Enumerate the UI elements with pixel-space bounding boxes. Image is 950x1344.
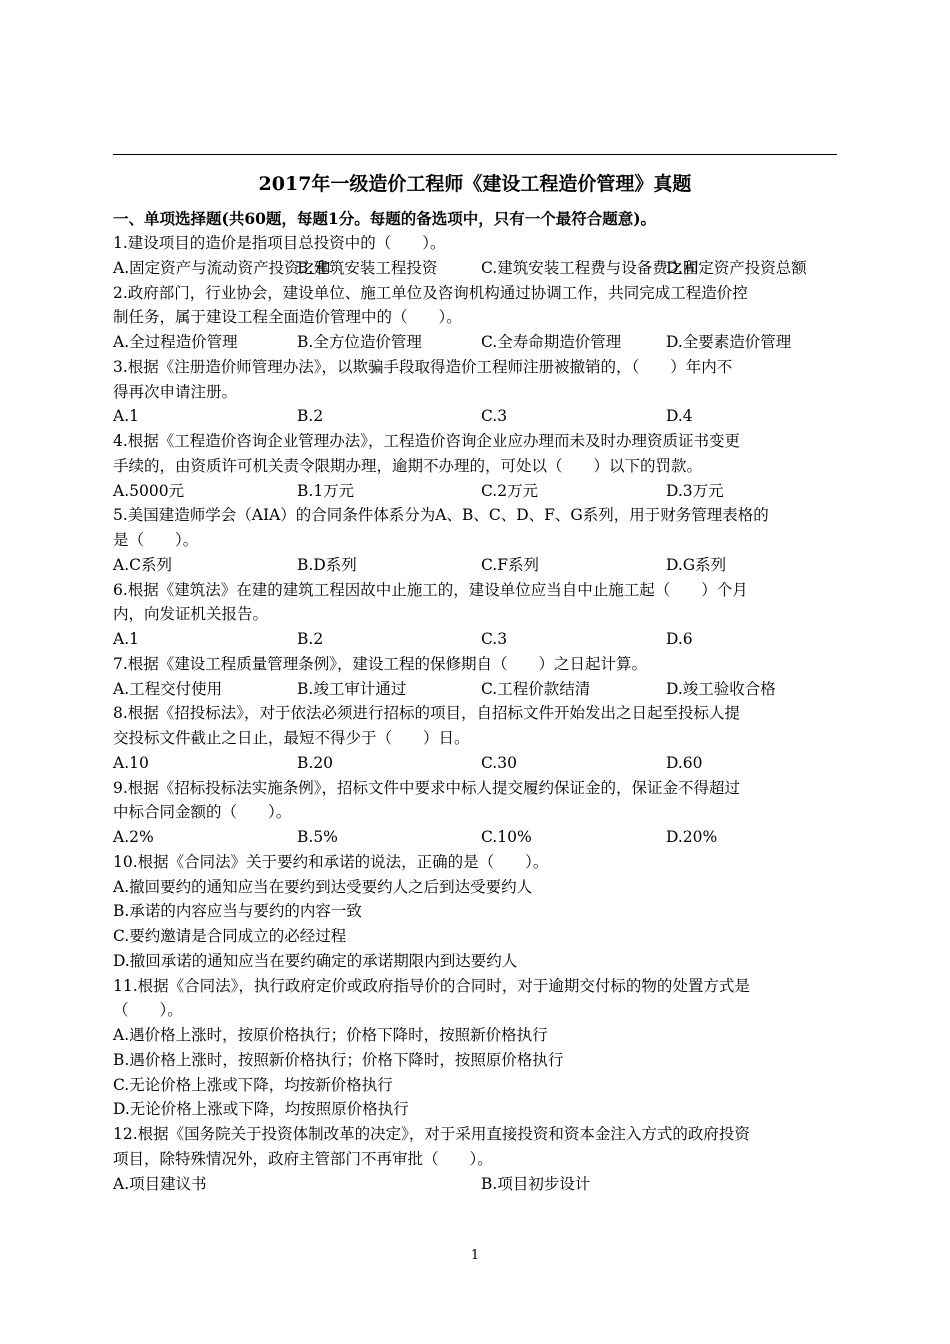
option-row xyxy=(113,256,843,281)
option-choice: B.5% xyxy=(297,828,338,846)
option-choice: C.10% xyxy=(481,828,532,846)
question-stem-line: 制任务，属于建设工程全面造价管理中的（ ）。 xyxy=(113,308,462,327)
question-stem-line: 手续的，由资质许可机关责令限期办理，逾期不办理的，可处以（ ）以下的罚款。 xyxy=(113,456,703,475)
option-row xyxy=(113,1172,843,1197)
option-choice: B.承诺的内容应当与要约的内容一致 xyxy=(113,902,362,921)
option-choice: C.全寿命期造价管理 xyxy=(481,333,622,351)
question-stem-line: 内，向发证机关报告。 xyxy=(113,605,269,624)
question-stem-line: 7.根据《建设工程质量管理条例》，建设工程的保修期自（ ）之日起计算。 xyxy=(113,654,648,673)
option-choice: A.全过程造价管理 xyxy=(113,333,238,351)
question-item xyxy=(113,503,843,577)
option-choice: C.无论价格上涨或下降，均按新价格执行 xyxy=(113,1075,393,1094)
option-choice: B.竣工审计通过 xyxy=(297,679,407,698)
question-item xyxy=(113,652,843,702)
question-item xyxy=(113,578,843,652)
option-choice: B.D系列 xyxy=(297,555,357,574)
option-choice: A.1 xyxy=(113,630,139,648)
option-choice: C.30 xyxy=(481,753,517,772)
question-stem-line: 中标合同金额的（ ）。 xyxy=(113,803,292,822)
section-heading: 一、单项选择题(共60题，每题1分。每题的备选项中，只有一个最符合题意)。 xyxy=(113,209,657,228)
option-row xyxy=(113,627,843,652)
question-item xyxy=(113,355,843,429)
question-item xyxy=(113,850,843,974)
question-stem-line: 项目，除特殊情况外，政府主管部门不再审批（ ）。 xyxy=(113,1149,493,1168)
option-choice: C.建筑安装工程费与设备费之和 xyxy=(481,258,699,277)
option-choice: A.C系列 xyxy=(113,555,172,574)
question-stem-line: 10.根据《合同法》关于要约和承诺的说法，正确的是（ ）。 xyxy=(113,852,549,871)
option-choice: B.2 xyxy=(297,630,324,648)
option-choice: B.1万元 xyxy=(297,481,355,500)
option-row xyxy=(113,479,843,504)
option-choice: A.2% xyxy=(113,828,154,846)
question-item xyxy=(113,701,843,775)
question-stem-line: 9.根据《招标投标法实施条例》，招标文件中要求中标人提交履约保证金的，保证金不得超过 xyxy=(113,778,741,797)
option-choice: C.工程价款结清 xyxy=(481,679,591,698)
question-item xyxy=(113,429,843,503)
question-list xyxy=(113,206,843,1196)
question-item xyxy=(113,281,843,355)
option-choice: D.G系列 xyxy=(666,555,727,574)
option-row xyxy=(113,553,843,578)
option-choice: D.全要素造价管理 xyxy=(666,333,792,351)
header-rule xyxy=(113,154,837,155)
question-stem-line: 12.根据《国务院关于投资体制改革的决定》，对于采用直接投资和资本金注入方式的政府投资 xyxy=(113,1125,750,1143)
option-choice: A.固定资产与流动资产投资之和 xyxy=(113,258,331,277)
question-stem-line: 1.建设项目的造价是指项目总投资中的（ ）。 xyxy=(113,234,446,252)
option-choice: A.1 xyxy=(113,407,139,426)
option-choice: D.固定资产投资总额 xyxy=(666,258,807,277)
option-choice: D.20% xyxy=(666,828,718,846)
question-item xyxy=(113,776,843,850)
page-number: 1 xyxy=(470,1248,480,1263)
option-choice: C.3 xyxy=(481,630,508,648)
option-row xyxy=(113,404,843,429)
question-stem-line: 6.根据《建筑法》在建的建筑工程因故中止施工的，建设单位应当自中止施工起（ ）个月 xyxy=(113,580,748,599)
option-choice: A.10 xyxy=(113,753,149,772)
option-choice: C.要约邀请是合同成立的必经过程 xyxy=(113,927,347,945)
option-choice: D.3万元 xyxy=(666,481,724,500)
option-choice: A.项目建议书 xyxy=(113,1174,207,1193)
option-choice: D.竣工验收合格 xyxy=(666,679,776,698)
question-item xyxy=(113,1122,843,1196)
option-choice: A.撤回要约的通知应当在要约到达受要约人之后到达受要约人 xyxy=(113,877,533,896)
option-row xyxy=(113,677,843,702)
question-stem-line: 4.根据《工程造价咨询企业管理办法》，工程造价咨询企业应办理而未及时办理资质证书变更 xyxy=(113,432,741,450)
option-choice: A.遇价格上涨时，按原价格执行；价格下降时，按照新价格执行 xyxy=(113,1026,548,1044)
option-choice: D.撤回承诺的通知应当在要约确定的承诺期限内到达要约人 xyxy=(113,951,518,970)
option-choice: B.20 xyxy=(297,753,334,772)
option-choice: B.遇价格上涨时，按照新价格执行；价格下降时，按照原价格执行 xyxy=(113,1050,564,1069)
question-stem-line: 8.根据《招投标法》，对于依法必须进行招标的项目，自招标文件开始发出之日起至投标人提 xyxy=(113,704,741,723)
option-choice: D.4 xyxy=(666,407,693,426)
question-stem-line: 5.美国建造师学会（AIA）的合同条件体系分为A、B、C、D、F、G系列，用于财务管理表格的 xyxy=(113,506,769,525)
option-choice: A.5000元 xyxy=(113,481,185,500)
option-choice: C.3 xyxy=(481,407,508,426)
option-choice: A.工程交付使用 xyxy=(113,679,223,698)
option-row xyxy=(113,330,843,355)
option-choice: D.60 xyxy=(666,753,703,772)
page-title: 2017年一级造价工程师《建设工程造价管理》真题 xyxy=(258,173,692,195)
question-stem-line: 是（ ）。 xyxy=(113,531,199,549)
option-choice: D.无论价格上涨或下降，均按照原价格执行 xyxy=(113,1100,409,1119)
option-row xyxy=(113,751,843,776)
question-stem-line: 得再次申请注册。 xyxy=(113,382,238,401)
option-choice: B.建筑安装工程投资 xyxy=(297,258,438,277)
question-stem-line: 交投标文件截止之日止，最短不得少于（ ）日。 xyxy=(113,729,470,747)
option-choice: D.6 xyxy=(666,630,693,648)
option-row xyxy=(113,825,843,850)
option-choice: B.全方位造价管理 xyxy=(297,333,422,351)
question-stem-line: 3.根据《注册造价师管理办法》，以欺骗手段取得造价工程师注册被撤销的，（ ）年内不 xyxy=(113,357,733,376)
question-item xyxy=(113,974,843,1123)
option-choice: C.F系列 xyxy=(481,555,539,574)
option-choice: B.项目初步设计 xyxy=(481,1174,591,1193)
question-item xyxy=(113,231,843,281)
question-stem-line: （ ）。 xyxy=(113,1001,183,1020)
option-choice: B.2 xyxy=(297,407,324,426)
option-choice: C.2万元 xyxy=(481,481,539,500)
question-stem-line: 2.政府部门，行业协会，建设单位、施工单位及咨询机构通过协调工作，共同完成工程造价控 xyxy=(113,283,748,302)
question-stem-line: 11.根据《合同法》，执行政府定价或政府指导价的合同时，对于逾期交付标的物的处置方式是 xyxy=(113,976,750,995)
